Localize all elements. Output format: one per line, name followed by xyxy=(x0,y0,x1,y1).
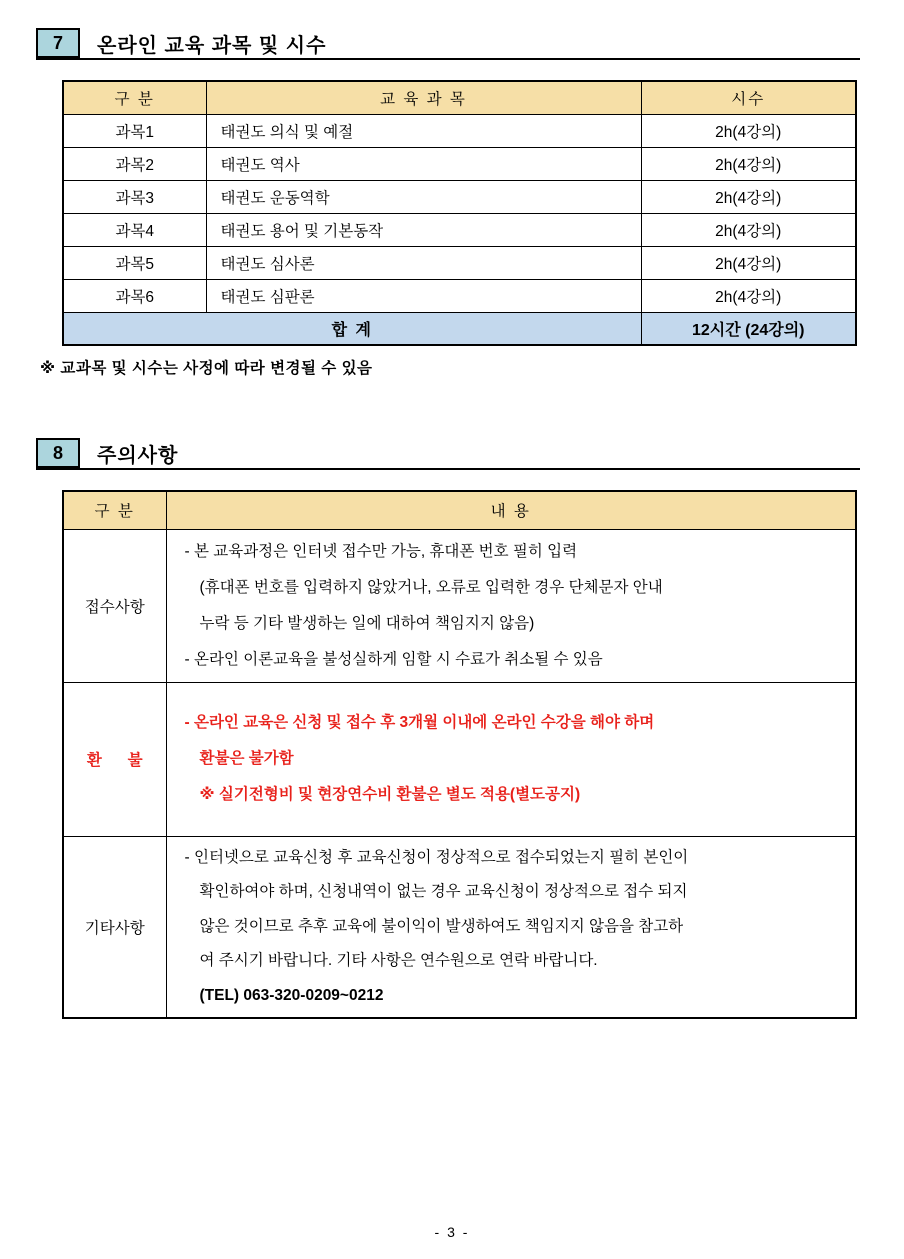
column-header-category: 구 분 xyxy=(63,81,206,114)
row-hours: 2h(4강의) xyxy=(641,246,856,279)
row-hours: 2h(4강의) xyxy=(641,279,856,312)
table-total-row xyxy=(63,312,856,345)
table-header-row xyxy=(63,491,856,529)
row-category: 과목4 xyxy=(63,213,206,246)
content-line: 환불은 불가함 xyxy=(199,750,294,767)
total-value: 12시간 (24강의) xyxy=(641,312,856,345)
section-8-underline xyxy=(36,468,860,470)
content-line: (휴대폰 번호를 입력하지 않았거나, 오류로 입력한 경우 단체문자 안내 xyxy=(199,578,663,596)
column-header-subject: 교 육 과 목 xyxy=(206,81,641,114)
table-row xyxy=(63,246,856,279)
notice-row-other xyxy=(63,836,856,1018)
table-row xyxy=(63,180,856,213)
section-8-header xyxy=(36,438,178,468)
section-8-title: 주의사항 xyxy=(97,444,179,467)
section-8-number-badge: 8 xyxy=(36,438,80,468)
table-row xyxy=(63,147,856,180)
content-line: - 온라인 교육은 신청 및 접수 후 3개월 이내에 온라인 수강을 해야 하며 xyxy=(184,714,655,731)
row-category: 과목5 xyxy=(63,246,206,279)
row-category: 기타사항 xyxy=(63,836,166,1018)
notices-table xyxy=(62,490,857,1019)
column-header-content: 내 용 xyxy=(166,491,856,529)
table-row xyxy=(63,114,856,147)
row-hours: 2h(4강의) xyxy=(641,114,856,147)
section-7-header xyxy=(36,28,326,58)
row-content xyxy=(166,529,856,682)
content-line: - 본 교육과정은 인터넷 접수만 가능, 휴대폰 번호 필히 입력 xyxy=(184,542,578,560)
row-category: 환 불 xyxy=(63,682,166,836)
content-line: 누락 등 기타 발생하는 일에 대하여 책임지지 않음) xyxy=(199,614,535,632)
row-category: 과목3 xyxy=(63,180,206,213)
content-line: - 온라인 이론교육을 불성실하게 임할 시 수료가 취소될 수 있음 xyxy=(184,650,603,668)
row-subject: 태권도 심사론 xyxy=(206,246,641,279)
row-content xyxy=(166,836,856,1018)
subjects-hours-table xyxy=(62,80,857,346)
notice-row-refund xyxy=(63,682,856,836)
row-content xyxy=(166,682,856,836)
content-line: 확인하여야 하며, 신청내역이 없는 경우 교육신청이 정상적으로 접수 되지 xyxy=(199,883,688,900)
total-label: 합 계 xyxy=(63,312,641,345)
row-subject: 태권도 운동역학 xyxy=(206,180,641,213)
content-line: 않은 것이므로 추후 교육에 불이익이 발생하여도 책임지지 않음을 참고하 xyxy=(199,917,684,935)
row-subject: 태권도 심판론 xyxy=(206,279,641,312)
row-category: 접수사항 xyxy=(63,529,166,682)
row-category: 과목1 xyxy=(63,114,206,147)
column-header-hours: 시수 xyxy=(641,81,856,114)
content-line-tel: (TEL) 063-320-0209~0212 xyxy=(199,986,384,1004)
footer-page-number: - 3 - xyxy=(434,1224,470,1240)
row-hours: 2h(4강의) xyxy=(641,213,856,246)
column-header-category: 구 분 xyxy=(63,491,166,529)
table-row xyxy=(63,213,856,246)
row-hours: 2h(4강의) xyxy=(641,147,856,180)
content-line: - 인터넷으로 교육신청 후 교육신청이 정상적으로 접수되었는지 필히 본인이 xyxy=(184,848,689,866)
section-7-underline xyxy=(36,58,860,60)
row-category: 과목2 xyxy=(63,147,206,180)
subjects-change-note: ※ 교과목 및 시수는 사정에 따라 변경될 수 있음 xyxy=(40,360,373,377)
row-subject: 태권도 용어 및 기본동작 xyxy=(206,213,641,246)
content-line: 여 주시기 바랍니다. 기타 사항은 연수원으로 연락 바랍니다. xyxy=(199,952,598,969)
table-header-row xyxy=(63,81,856,114)
row-subject: 태권도 역사 xyxy=(206,147,641,180)
notice-row-registration xyxy=(63,529,856,682)
row-category: 과목6 xyxy=(63,279,206,312)
section-7-title: 온라인 교육 과목 및 시수 xyxy=(97,34,327,57)
table-row xyxy=(63,279,856,312)
content-line: ※ 실기전형비 및 현장연수비 환불은 별도 적용(별도공지) xyxy=(199,786,581,803)
row-subject: 태권도 의식 및 예절 xyxy=(206,114,641,147)
section-7-number-badge: 7 xyxy=(36,28,80,58)
row-hours: 2h(4강의) xyxy=(641,180,856,213)
